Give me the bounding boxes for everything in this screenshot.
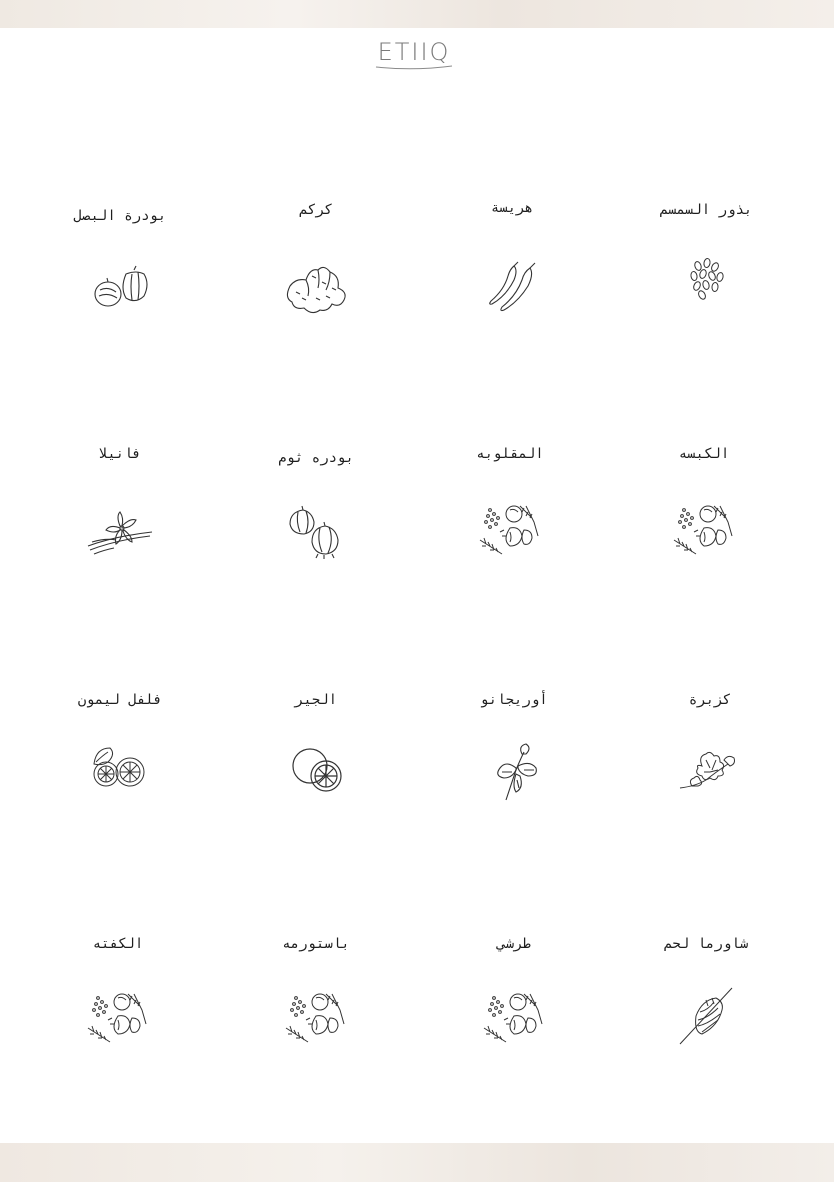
coriander-icon	[676, 746, 744, 808]
spice-label: الكفته	[92, 936, 144, 952]
spice-label: شاورما لحم	[663, 936, 749, 952]
spice-label: أوريجانو	[480, 692, 548, 708]
spice-item-kofta	[38, 936, 198, 1076]
shawarma-icon	[672, 986, 740, 1048]
spice-mix-icon	[476, 500, 544, 562]
spice-item-harissa	[432, 198, 592, 338]
spice-label: المقلوبه	[476, 446, 544, 462]
spice-item-onion-powder	[40, 206, 200, 346]
onions-icon	[86, 260, 154, 322]
spice-item-basturma	[236, 936, 396, 1076]
spice-label: باستورمه	[282, 936, 350, 952]
spice-label: بذور السمسم	[659, 202, 753, 218]
sesame-seeds-icon	[672, 246, 740, 308]
spice-item-kabsa	[624, 446, 784, 586]
garlic-icon	[282, 502, 350, 564]
spice-item-meat-shawarma	[626, 936, 786, 1076]
spice-label: طرشي	[497, 936, 531, 952]
spice-label: الجير	[294, 692, 338, 708]
turmeric-root-icon	[282, 258, 350, 320]
spice-mix-icon	[282, 988, 350, 1050]
brand-logo-text: ETIIQ	[377, 38, 451, 66]
spice-item-torshi	[434, 936, 594, 1076]
spice-label: هريسة	[490, 200, 534, 216]
spice-item-turmeric	[236, 200, 396, 340]
spice-label: بودره ثوم	[278, 450, 354, 466]
oregano-icon	[480, 742, 548, 804]
lemon-pepper-icon	[86, 742, 154, 804]
spice-label: كزبرة	[688, 692, 732, 708]
spice-item-maqluba	[430, 446, 590, 586]
spice-item-garlic-powder	[236, 450, 396, 590]
spice-item-coriander	[630, 692, 790, 832]
spice-mix-icon	[84, 988, 152, 1050]
brand-logo	[372, 38, 456, 72]
spice-label: بودرة البصل	[73, 208, 167, 224]
spice-item-vanilla	[40, 446, 200, 586]
spice-item-sesame	[626, 200, 786, 340]
chili-peppers-icon	[478, 260, 546, 322]
spice-label: الكبسه	[678, 446, 730, 462]
lime-icon	[282, 742, 350, 804]
spice-item-lime	[236, 692, 396, 832]
bottom-decorative-band	[0, 1143, 834, 1182]
spice-label: كركم	[299, 202, 333, 218]
spice-label: فانيلا	[98, 446, 142, 462]
spice-item-oregano	[434, 692, 594, 832]
spice-mix-icon	[480, 988, 548, 1050]
spice-mix-icon	[670, 500, 738, 562]
spice-label: فلفل ليمون	[77, 692, 163, 708]
top-decorative-band	[0, 0, 834, 28]
spice-item-lemon-pepper	[40, 692, 200, 832]
vanilla-icon	[86, 506, 154, 568]
